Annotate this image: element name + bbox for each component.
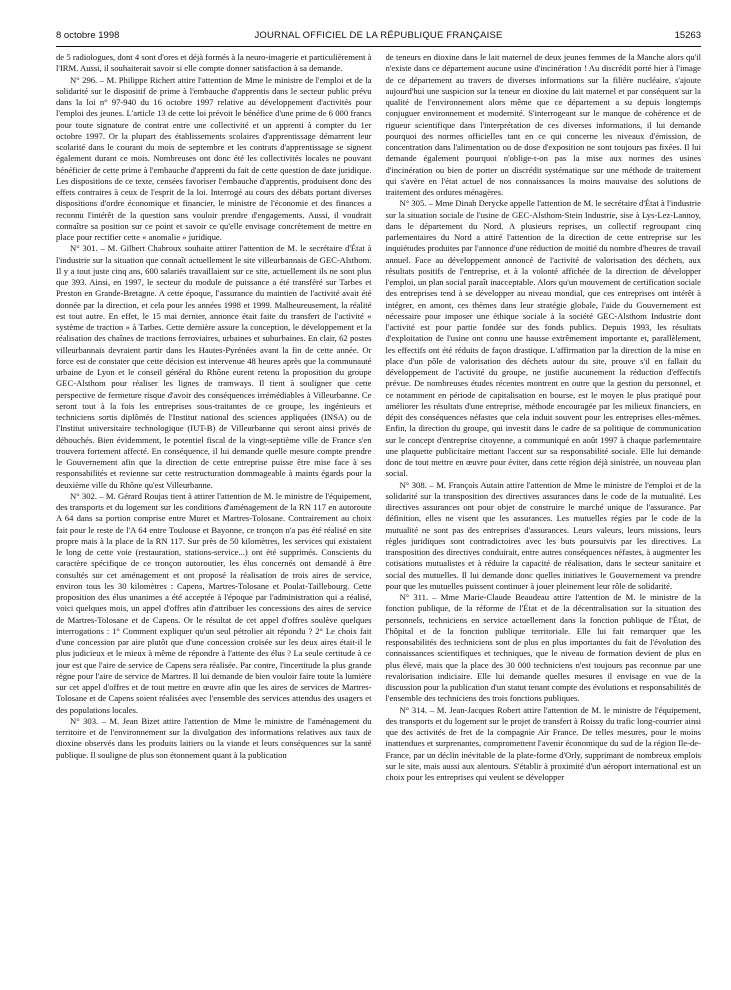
left-column [56, 52, 372, 984]
page-header [56, 30, 701, 52]
header-rule [56, 46, 701, 47]
question-paragraph: N° 308. – M. François Autain attire l'attention de Mme le ministre de l'emploi et de la solidarité sur la transposition des directives assurances dans le code de la mutualité. Les directives assurances ont pour objet de construire le marché unique de l'assurance. Par définition, elles ne visent que les assurances. Les mutuelles régies par le code de la mutualité ne sont pas des entreprises d'assurances. Leurs valeurs, leurs missions, leurs règles juridiques sont contradictoires avec les buts poursuivis par les directives. La transposition des directives conduirait, entre autres conséquences néfastes, à augmenter les cotisations mutualistes et à réduire la capacité de réalisation, dans le secteur sanitaire et social des mutuelles. Il lui demande donc quelles initiatives le Gouvernement va prendre pour que les mutuelles puissent continuer à jouer pleinement leur rôle de solidarité. [385, 479, 701, 591]
question-paragraph: N° 303. – M. Jean Bizet attire l'attention de Mme le ministre de l'aménagement du territoire et de l'environnement sur la divulgation des informations relatives aux taux de dioxine observés dans les produits laitiers ou la viande et leurs conséquences sur la santé publique. Il souligne de plus son étonnement quant à la publication [56, 715, 372, 760]
question-paragraph: N° 311. – Mme Marie-Claude Beaudeau attire l'attention de M. le ministre de la fonction publique, de la réforme de l'État et de la décentralisation sur la situation des personnels, techniciens en service actuellement dans la fonction publique de l'État, de l'hôpital et de la fonction publique territoriale. Elle lui fait remarquer que les responsabilités des techniciens sont de plus en plus importantes du fait de l'évolution des connaissances scientifiques et techniques, que le niveau de formation devient de plus en plus élevé, mais que la place des 30 000 techniciens n'est toujours pas reconnue par une revalorisation indiciaire. Elle lui demande quelles mesures il envisage en vue de la discussion pour la publication d'un statut tenant compte des évolutions et responsabilités de l'ensemble des techniciens des trois fonctions publiques. [385, 592, 701, 704]
question-paragraph: N° 305. – Mme Dinah Derycke appelle l'attention de M. le secrétaire d'État à l'industrie sur la situation sociale de l'usine de GEC-Alsthom-Stein Industrie, sise à Lys-Lez-Lannoy, dans le département du Nord. A plusieurs reprises, un collectif regroupant cinq parlementaires du Nord a attiré l'attention de la direction de cette entreprise sur les inquiétudes produites par l'annonce d'une réduction de moitié du nombre d'heures de travail annuel. Face au développement annoncé de l'activité de valorisation des déchets, aux résultats positifs de l'entreprise, et à la volonté affichée de la direction de développer l'emploi, un plan social paraît inacceptable. Alors qu'un mouvement de certification sociale des entreprises tend à se développer au niveau mondial, que ces entreprises ont intérêt à intégrer, en amont, ces thèmes dans leur stratégie globale, l'aide du Gouvernement est nécessaire pour imposer une éthique sociale à la société GEC-Alsthom Industrie dont l'activité est pour partie fondée sur des fonds publics. Depuis 1993, les résultats d'exploitation de l'usine ont connu une hausse extrêmement importante et, parallèlement, les effectifs ont été réduits de façon drastique. L'affirmation par la direction de la mise en place d'un pôle de valorisation des déchets autour du site, prouve s'il en fallait du développement de l'activité du groupe, ne justifie aucunement la réduction d'effectifs prévue. De nombreuses études récentes montrent en outre que la gestion du personnel, et ce notamment en période de capitalisation en bourse, est le moyen le plus pratiqué pour améliorer les résultats d'une entreprise, méthode encouragée par les milieux financiers, en dépit des conséquences néfastes que cela induit souvent pour les entreprises elles-mêmes. Enfin, la direction du groupe, qui investit dans le cadre de sa politique de communication sur le concept d'entreprise citoyenne, a communiqué en août 1997 à chaque parlementaire une plaquette publicitaire mettant l'accent sur sa responsabilité sociale. Elle lui demande donc de tout mettre en œuvre pour éviter, dans cette région déjà sinistrée, un nouveau plan social. [385, 198, 701, 479]
right-column [386, 52, 702, 984]
question-paragraph: de teneurs en dioxine dans le lait maternel de deux jeunes femmes de la Manche alors qu'il n'existe dans ce département aucune usine d'incinération ! Au discrédit porté hier à l'image de ce département au travers de diverses informations sur la filière nucléaire, s'ajoute aujourd'hui une suspicion sur la teneur en dioxine du lait maternel et par conséquent sur la qualité de l'environnement alors même que ce département a su depuis longtemps conjuguer environnement et modernité. S'interrogeant sur le manque de cohérence et de rigueur scientifique dans l'interprétation de ces diverses informations, il lui demande pourquoi des normes officielles tant en ce qui concerne les niveaux d'émission, de concentration dans l'alimentation ou de dose d'exposition ne sont toujours pas fixées. Il lui demande également pourquoi n'oblige-t-on pas la mise aux normes des usines d'incinération ou bien de porter un discrédit systématique sur une méthode de traitement qui s'avère en l'état actuel de nos connaissances la moins mauvaise des solutions de traitement des ordures ménagères. [385, 52, 701, 197]
question-paragraph: N° 296. – M. Philippe Richert attire l'attention de Mme le ministre de l'emploi et de la solidarité sur le dispositif de prime à l'embauche d'apprentis dans le secteur public prévu dans la loi n° 97-940 du 16 octobre 1997 relative au développement d'activités pour l'emploi des jeunes. L'article 13 de cette loi prévoit le bénéfice d'une prime de 6 000 francs pour toute signature de contrat entre une collectivité et un apprenti à compter du 1er octobre 1997. Or la plupart des établissements scolaires d'apprentissage démarrent leur scolarité dans le courant du mois de septembre et les contrats d'apprentissage se signent également durant ce mois. Nombreuses ont donc été les collectivités locales ne pouvant bénéficier de cette prime à l'embauche d'apprenti du fait de cette question de date juridique. Les dispositions de ce texte, censées favoriser l'embauche d'apprentis, produisent donc des effets contraires à ceux de l'esprit de la loi. Interrogé au cours des débats portant diverses dispositions d'ordre économique et financier, le ministre de l'économie et des finances a reconnu l'intérêt de la question sans vouloir prendre d'engagements. Aussi, il voudrait connaître sa position sur ce point et savoir ce qu'elle envisage concrètement de mettre en place pour rectifier cette « anomalie » juridique. [56, 74, 372, 242]
question-paragraph: N° 314. – M. Jean-Jacques Robert attire l'attention de M. le ministre de l'équipement, des transports et du logement sur le projet de transfert à Roissy du trafic long-courrier ainsi que des activités de fret de la compagnie Air France. De telles mesures, pour le moins inattendues et surprenantes, compromettent l'avenir économique du sud de la région Ile-de-France, par un déclin inévitable de la plate-forme d'Orly, supprimant de nombreux emplois sur le site, mais aussi aux alentours. S'établir à proximité d'un aéroport international est un choix pour les entreprises qui veulent se développer [385, 704, 701, 782]
page-number: 15263 [674, 30, 701, 41]
question-paragraph: N° 301. – M. Gilbert Chabroux souhaite attirer l'attention de M. le secrétaire d'État à l'industrie sur la situation que connaît actuellement le site villeurbannais de GEC-Alsthom. Il y a tout juste cinq ans, 600 salariés travaillaient sur ce site, actuellement ils ne sont plus que 393. Ainsi, en 1997, le secteur du module de puissance a été transféré sur Tarbes et Preston en Grande-Bretagne. A cette époque, l'assurance du maintien de l'activité avait été donnée par la direction, et cela pour les années 1998 et 1999. Malheureusement, la réalité est tout autre. En effet, le 15 mai dernier, annonce était faite du transfert de l'activité « système de traction » à Tarbes. Cette dernière assure la conception, le développement et la réalisation des chaînes de tractions ferroviaires, urbaines et suburbaines. En clair, 62 postes villeurbannais devraient partir dans les Hautes-Pyrénées avant la fin de cette année. Or force est de constater que cette décision est intervenue 48 heures après que la communauté urbaine de Lyon et le conseil général du Rhône eurent retenu la proposition du groupe GEC-Alsthom pour réaliser les lignes de tramways. Il tient à souligner que cette perspective de fermeture risque d'avoir des conséquences irrémédiables à Villeurbanne. Ce seront tout à la fois les entreprises sous-traitantes de ce groupe, les ingénieurs et techniciens sortis diplômés de l'Institut national des sciences appliquées (INSA) ou de l'Institut universitaire technologique (IUT-B) de Villeurbanne qui seront ainsi privés de débouchés. Bien évidemment, le potentiel fiscal de la vingt-septième ville de France s'en trouvera fortement affecté. En conséquence, il lui demande quelle mesure compte prendre le Gouvernement afin que la direction de cette entreprise puisse être mise face à ses responsabilités et revienne sur cette restructuration dommageable à maints égards pour la deuxième ville du Rhône qu'est Villeurbanne. [56, 243, 372, 490]
question-paragraph: de 5 radiologues, dont 4 sont d'ores et déjà formés à la neuro-imagerie et particulièrement à l'IRM. Aussi, il souhaiterait savoir si elle compte donner satisfaction à sa demande. [56, 52, 372, 74]
question-paragraph: N° 302. – M. Gérard Roujas tient à attirer l'attention de M. le ministre de l'équipement, des transports et du logement sur les conditions d'aménagement de la RN 117 en autoroute A 64 dans sa portion comprise entre Muret et Martres-Tolosane. Contrairement au choix fait pour le reste de l'A 64 entre Toulouse et Bayonne, ce tronçon n'a pas été réalisé en site propre mais à la place de la RN 117. Sur près de 50 kilomètres, les services qui existaient le long de cette voie (restauration, stations-service...) ont été supprimés. Conscients du caractère spécifique de ce tronçon autoroutier, les élus concernés ont demandé à être consultés sur cet aménagement et ont proposé la réalisation de trois aires de service, environ tous les 30 kilomètres : Capens, Martres-Tolosane et Poulat-Taillebourg. Cette proposition des élus unanimes a été acceptée à l'époque par l'administration qui a réalisé, voici quelques mois, un appel d'offres afin d'attribuer les concessions des aires de service de Martres-Tolosane et de Capens. Or le résultat de cet appel d'offres soulève quelques interrogations : 1° Comment expliquer qu'un seul pétrolier ait répondu ? 2° Le choix fait d'une concession par aire plutôt que d'une concession croisée sur les deux aires était-il le plus judicieux et le mieux à même de répondre à l'attente des élus ? La seule certitude à ce jour est que l'aire de service de Capens sera réalisée. Par contre, l'incertitude la plus grande règne pour l'aire de service de Martres. Il lui demande de bien vouloir faire toute la lumière sur cet appel d'offres et de tout mettre en œuvre afin que les aires de services de Martres-Tolosane et de Capens soient réalisées avec l'ensemble des services attendus des usagers et des populations locales. [56, 490, 372, 715]
journal-title: JOURNAL OFFICIEL DE LA RÉPUBLIQUE FRANÇAISE [254, 30, 503, 41]
text-columns [56, 52, 701, 984]
issue-date: 8 octobre 1998 [56, 30, 120, 41]
